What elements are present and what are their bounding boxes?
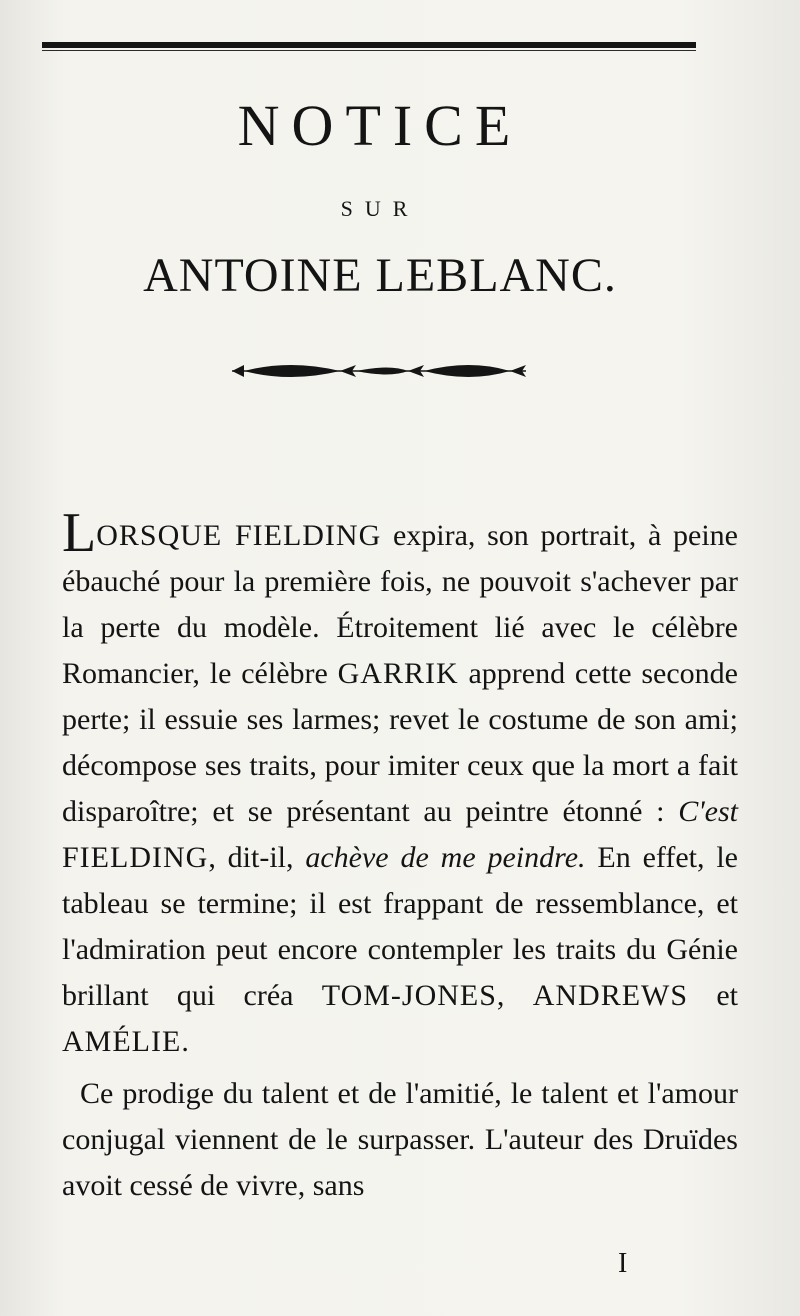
- title-andrews: ANDREWS: [532, 979, 689, 1012]
- author-name: [0, 248, 760, 303]
- text-run: , dit-il,: [208, 841, 306, 874]
- text-run: et: [688, 979, 739, 1012]
- top-double-rule: [42, 42, 696, 51]
- title-tom-jones: TOM-JONES: [321, 979, 497, 1012]
- signature-mark: I: [618, 1248, 628, 1279]
- text-run: apprend cette seconde perte; il essuie ses larmes; revet le costume de son ami; décompose ses traits, pour imiter ceux que la mort a fait disparoître; et se présentant au peintre étonné :: [62, 657, 738, 828]
- author-name-text: ANTOINE LEBLANC.: [143, 249, 617, 302]
- italic-cest: C'est: [678, 795, 738, 828]
- text-run: .: [181, 1025, 189, 1058]
- lead-small-caps: ORSQUE FIELDING: [96, 519, 382, 552]
- paragraph-2: Ce prodige du talent et de l'amitié, le talent et l'amour conjugal viennent de le surpasser. L'auteur des Druïdes avoit cessé de vivre, sans: [62, 1077, 738, 1202]
- page-title: NOTICE: [237, 93, 523, 158]
- rule-thin: [42, 50, 696, 51]
- italic-quote: achève de me peindre.: [305, 841, 586, 874]
- rule-thick: [42, 42, 696, 48]
- title-amelie: AMÉLIE: [62, 1025, 182, 1058]
- name-garrik: GARRIK: [337, 657, 459, 690]
- name-fielding: FIELDING: [62, 841, 209, 874]
- text-run: ,: [496, 979, 533, 1012]
- ornament-divider-icon: [230, 356, 530, 386]
- body-text: [62, 502, 739, 1209]
- drop-cap: L: [62, 502, 97, 564]
- paragraph-1: [62, 502, 739, 1065]
- text-run: En effet, le tableau se termine; il est frappant de ressemblance, et l'admiration peut encore contempler les traits du Génie brillant qui créa: [62, 841, 738, 1012]
- page-subtitle: SUR: [340, 196, 420, 221]
- text-run: expira, son portrait, à peine ébauché pour la première fois, ne pouvoit s'achever par la perte du modèle. Étroitement lié avec le célèbre Romancier, le célèbre: [62, 519, 738, 690]
